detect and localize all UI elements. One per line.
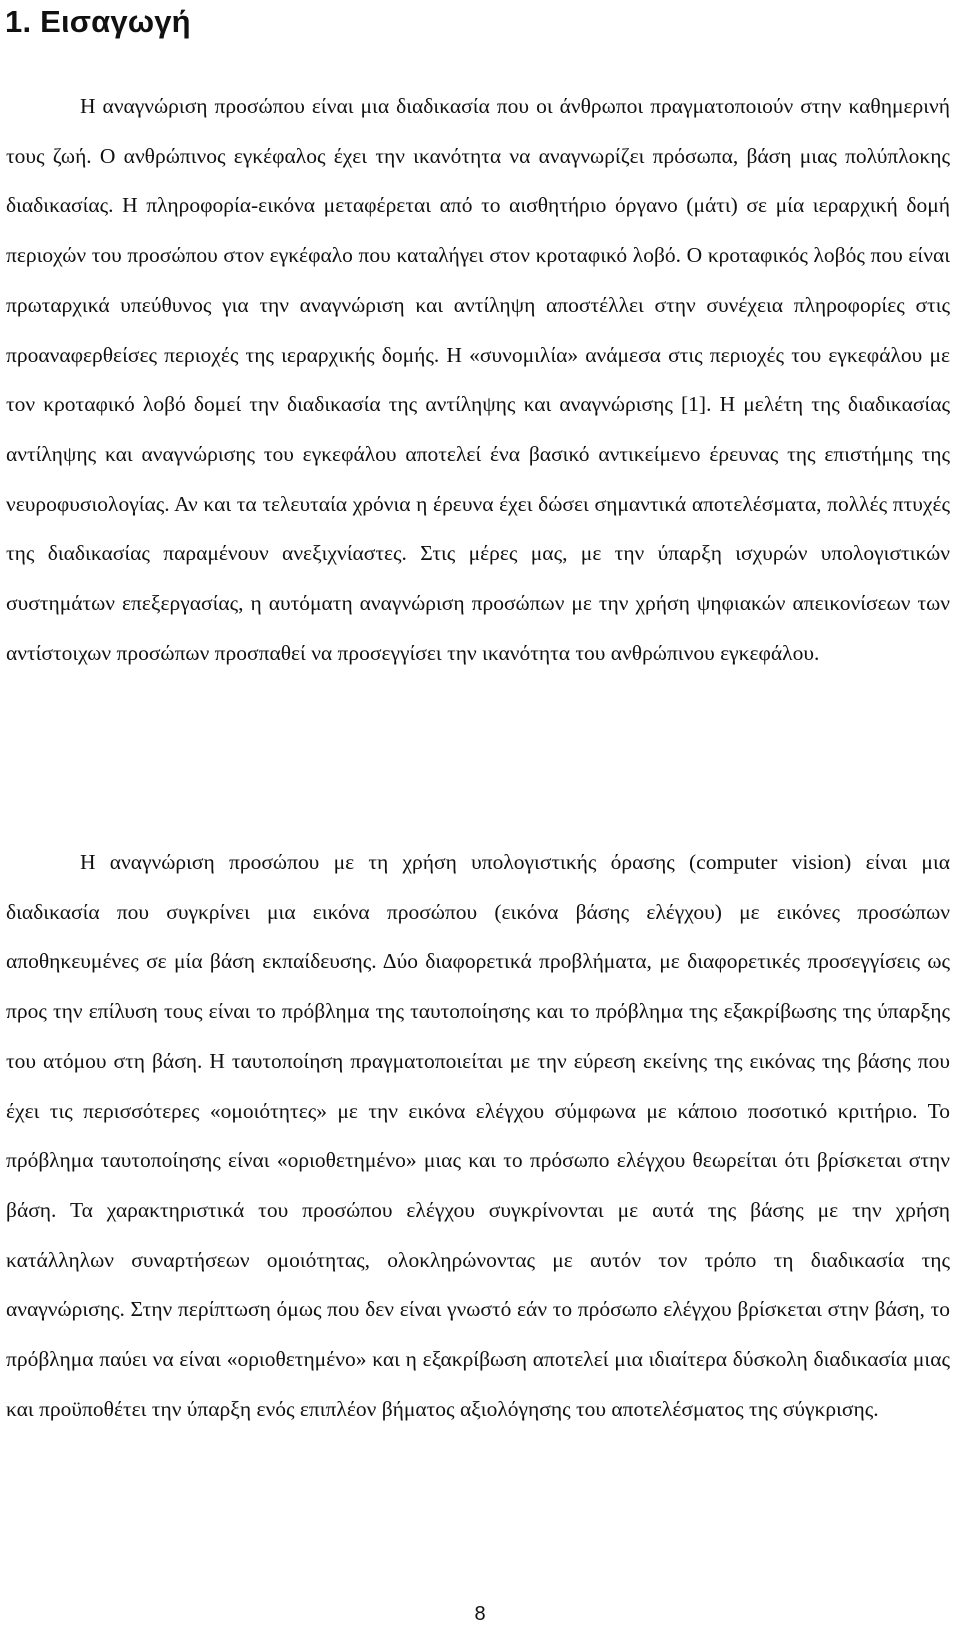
body-paragraph: Η αναγνώριση προσώπου με τη χρήση υπολογιστικής όρασης (computer vision) είναι μια διαδικασία που συγκρίνει μια εικόνα προσώπου (εικόνα βάσης ελέγχου) με εικόνες προσώπων αποθηκευμένες σε μία βάση εκπαίδευσης. Δύο διαφορετικά προβλήματα, με διαφορετικές προσεγγίσεις ως προς την επίλυση τους είναι το πρόβλημα της ταυτοποίησης και το πρόβλημα της εξακρίβωσης της ύπαρξης του ατόμου στη βάση. Η ταυτοποίηση πραγματοποιείται με την εύρεση εκείνης της εικόνας της βάσης που έχει τις περισσότερες «ομοιότητες» με την εικόνα ελέγχου σύμφωνα με κάποιο ποσοτικό κριτήριο. Το πρόβλημα ταυτοποίησης είναι «οριοθετημένο» μιας και το πρόσωπο ελέγχου θεωρείται ότι βρίσκεται στην βάση. Τα χαρακτηριστικά του προσώπου ελέγχου συγκρίνονται με αυτά της βάσης με την χρήση κατάλληλων συναρτήσεων ομοιότητας, ολοκληρώνοντας με αυτόν τον τρόπο τη διαδικασία της αναγνώρισης. Στην περίπτωση όμως που δεν είναι γνωστό εάν το πρόσωπο ελέγχου βρίσκεται στην βάση, το πρόβλημα παύει να είναι «οριοθετημένο» και η εξακρίβωση αποτελεί μια ιδιαίτερα δύσκολη διαδικασία μιας και προϋποθέτει την ύπαρξη ενός επιπλέον βήματος αξιολόγησης του αποτελέσματος της σύγκρισης. <box>6 850 950 1421</box>
body-paragraph: Η αναγνώριση προσώπου είναι μια διαδικασία που οι άνθρωποι πραγματοποιούν στην καθημερινή τους ζωή. Ο ανθρώπινος εγκέφαλος έχει την ικανότητα να αναγνωρίζει πρόσωπα, βάση μιας πολύπλοκης διαδικασίας. Η πληροφορία-εικόνα μεταφέρεται από το αισθητήριο όργανο (μάτι) σε μία ιεραρχική δομή περιοχών του προσώπου στον εγκέφαλο που καταλήγει στον κροταφικό λοβό. Ο κροταφικός λοβός που είναι πρωταρχικά υπεύθυνος για την αναγνώριση και αντίληψη αποστέλλει στην συνέχεια πληροφορίες στις προαναφερθείσες περιοχές της ιεραρχικής δομής. Η «συνομιλία» ανάμεσα στις περιοχές του εγκεφάλου με τον κροταφικό λοβό δομεί την διαδικασία της αντίληψης και αναγνώρισης [1]. Η μελέτη της διαδικασίας αντίληψης και αναγνώρισης του εγκεφάλου αποτελεί ένα βασικό αντικείμενο έρευνας της επιστήμης της νευροφυσιολογίας. Αν και τα τελευταία χρόνια η έρευνα έχει δώσει σημαντικά αποτελέσματα, πολλές πτυχές της διαδικασίας παραμένουν ανεξιχνίαστες. Στις μέρες μας, με την ύπαρξη ισχυρών υπολογιστικών συστημάτων επεξεργασίας, η αυτόματη αναγνώριση προσώπων με την χρήση ψηφιακών απεικονίσεων των αντίστοιχων προσώπων προσπαθεί να προσεγγίσει την ικανότητα του ανθρώπινου εγκεφάλου. <box>6 94 950 665</box>
page-number: 8 <box>474 1603 486 1625</box>
section-heading: 1. Εισαγωγή <box>5 4 191 39</box>
